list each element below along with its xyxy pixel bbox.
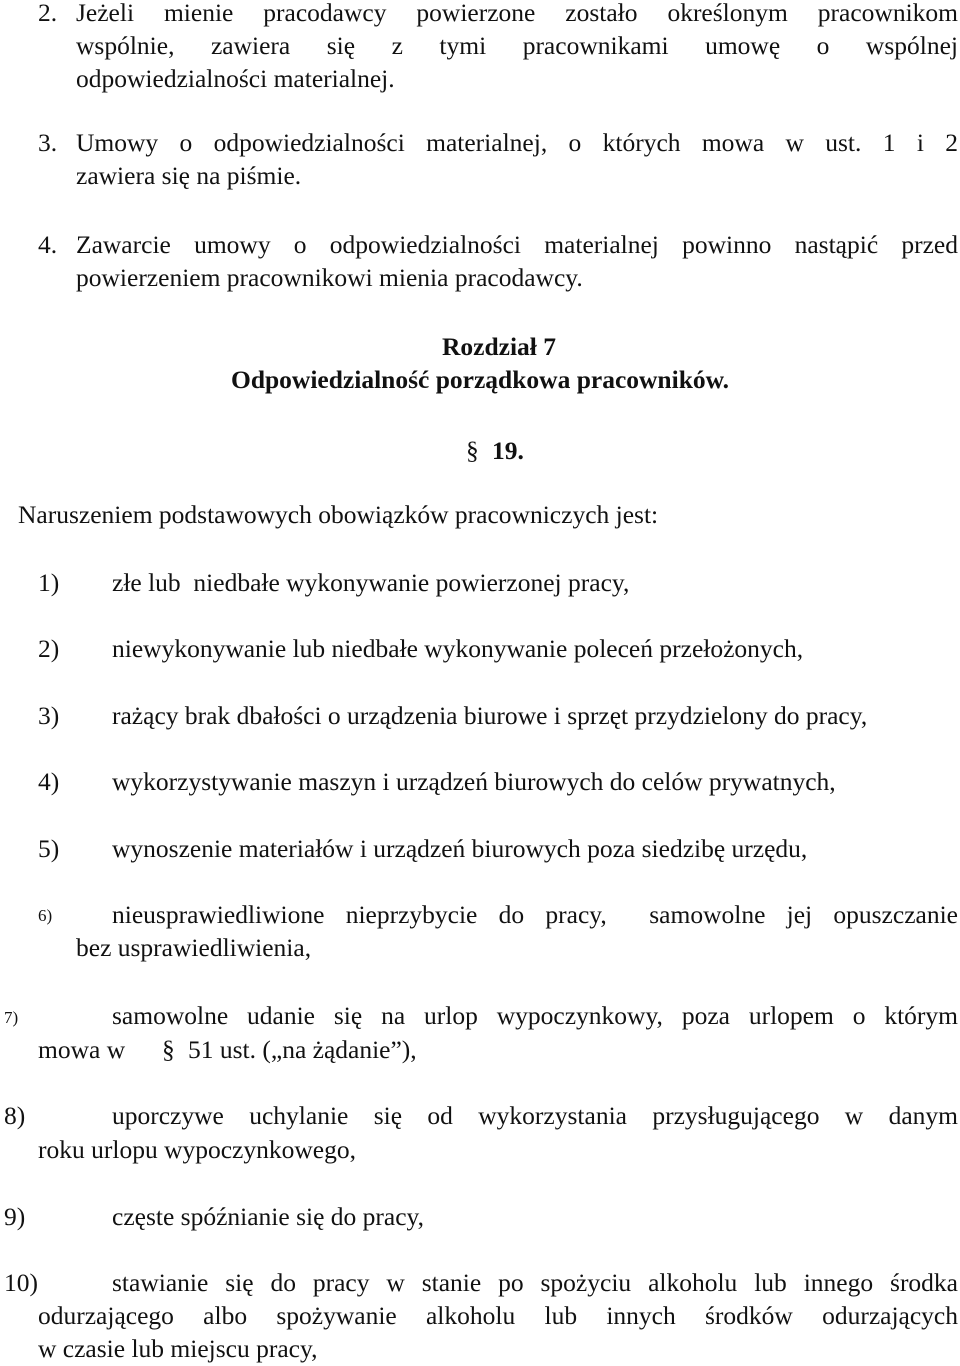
paragraph-line: powierzeniem pracownikowi mienia pracodawcy. bbox=[76, 263, 583, 292]
list-item-continuation: 51 ust. („na żądanie”), bbox=[188, 1035, 417, 1064]
list-number: 2) bbox=[38, 634, 60, 663]
list-item-continuation: roku urlopu wypoczynkowego, bbox=[38, 1135, 356, 1164]
list-number: 1) bbox=[38, 568, 60, 597]
item-number: 2. bbox=[38, 0, 58, 27]
list-number: 6) bbox=[38, 906, 53, 925]
list-item-continuation: w czasie lub miejscu pracy, bbox=[38, 1334, 318, 1363]
section-symbol: § bbox=[162, 1035, 175, 1064]
list-item: złe lub niedbałe wykonywanie powierzonej pracy, bbox=[112, 568, 630, 597]
item-number: 3. bbox=[38, 128, 58, 157]
list-item: wykorzystywanie maszyn i urządzeń biurowych do celów prywatnych, bbox=[112, 767, 836, 796]
list-intro: Naruszeniem podstawowych obowiązków pracowniczych jest: bbox=[18, 500, 659, 529]
paragraph-line: zawiera się na piśmie. bbox=[76, 161, 302, 190]
list-item: uporczywe uchylanie się od wykorzystania przysługującego w danym bbox=[112, 1101, 958, 1130]
chapter-label: Rozdział 7 bbox=[441, 332, 557, 361]
list-number: 8) bbox=[4, 1101, 26, 1130]
paragraph-line: Umowy o odpowiedzialności materialnej, o których mowa w ust. 1 i 2 bbox=[76, 128, 958, 157]
list-item: nieusprawiedliwione nieprzybycie do pracy, samowolne jej opuszczanie bbox=[112, 900, 958, 929]
list-number: 7) bbox=[4, 1008, 19, 1027]
list-number: 3) bbox=[38, 701, 60, 730]
list-item: częste spóźnianie się do pracy, bbox=[112, 1202, 425, 1231]
list-item: samowolne udanie się na urlop wypoczynkowy, poza urlopem o którym bbox=[112, 1001, 958, 1030]
list-item: wynoszenie materiałów i urządzeń biurowych poza siedzibę urzędu, bbox=[112, 834, 808, 863]
list-number: 5) bbox=[38, 834, 60, 863]
list-item: rażący brak dbałości o urządzenia biurowe i sprzęt przydzielony do pracy, bbox=[112, 701, 868, 730]
list-item: niewykonywanie lub niedbałe wykonywanie poleceń przełożonych, bbox=[112, 634, 804, 663]
list-item-continuation: mowa w bbox=[38, 1035, 126, 1064]
item-number: 4. bbox=[38, 230, 58, 259]
paragraph-line: Jeżeli mienie pracodawcy powierzone zostało określonym pracownikom bbox=[76, 0, 958, 27]
list-item-continuation: odurzającego albo spożywanie alkoholu lub innych środków odurzających bbox=[38, 1301, 958, 1330]
list-number: 9) bbox=[4, 1202, 26, 1231]
section-number: 19. bbox=[492, 436, 524, 465]
list-item: stawianie się do pracy w stanie po spożyciu alkoholu lub innego środka bbox=[112, 1268, 958, 1297]
list-number: 4) bbox=[38, 767, 60, 796]
chapter-title: Odpowiedzialność porządkowa pracowników. bbox=[230, 365, 730, 394]
section-symbol: § bbox=[466, 436, 479, 465]
paragraph-line: Zawarcie umowy o odpowiedzialności materialnej powinno nastąpić przed bbox=[76, 230, 958, 259]
list-item-continuation: bez usprawiedliwienia, bbox=[76, 933, 312, 962]
paragraph-line: wspólnie, zawiera się z tymi pracownikami umowę o wspólnej bbox=[76, 31, 958, 60]
list-number: 10) bbox=[4, 1268, 38, 1297]
paragraph-line: odpowiedzialności materialnej. bbox=[76, 64, 395, 93]
